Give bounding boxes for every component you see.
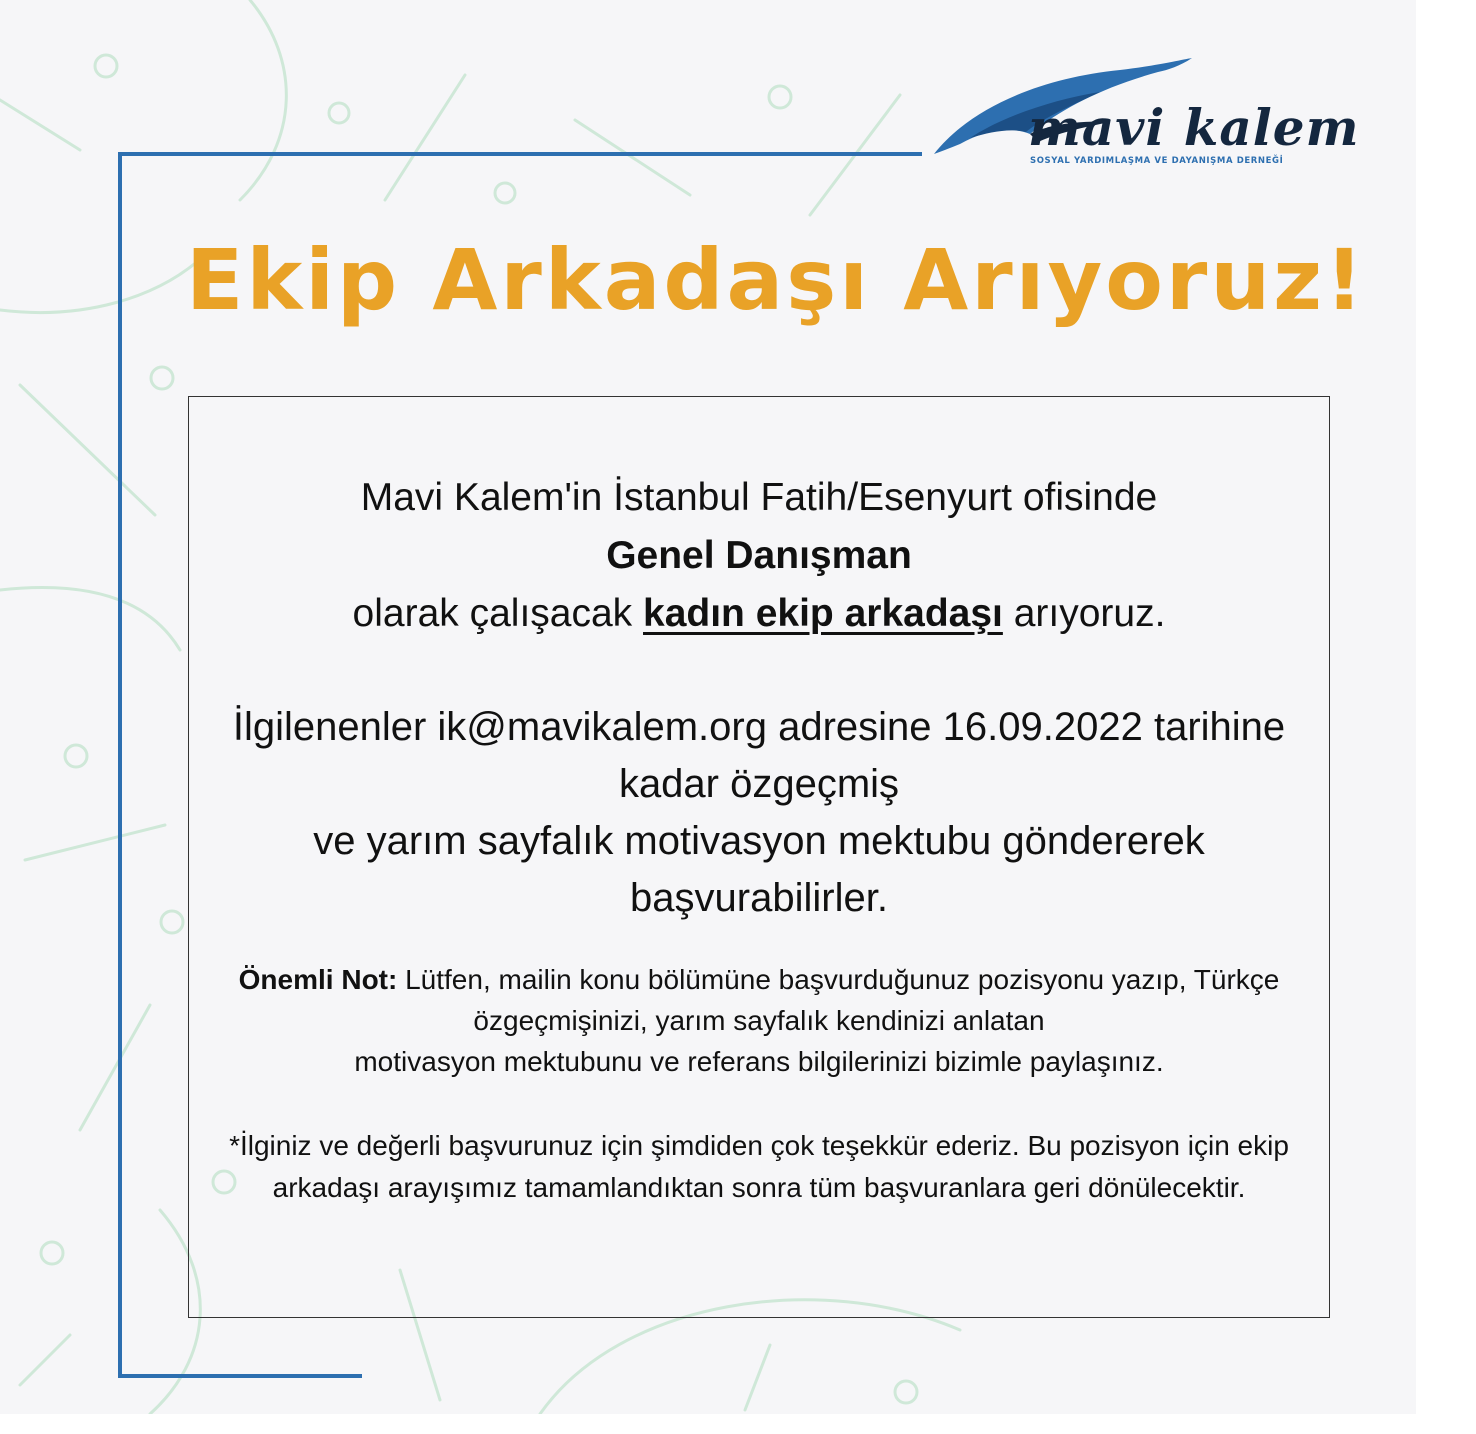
deco-circle — [495, 183, 515, 203]
deco-line — [80, 1005, 150, 1130]
apply-line-1: İlgilenenler ik@mavikalem.org adresine 16.09.2022 tarihine — [232, 705, 1286, 749]
mavi-kalem-logo — [930, 48, 1360, 178]
deco-line — [25, 825, 165, 860]
deco-circle — [769, 86, 791, 108]
deco-line — [385, 75, 465, 200]
apply-line-2: kadar özgeçmiş — [618, 762, 900, 806]
important-note — [189, 959, 1329, 1082]
application-paragraph — [189, 699, 1329, 927]
frame-top-border — [118, 152, 922, 156]
frame-left-border — [118, 152, 122, 1378]
intro-line-3-after: arıyoruz. — [1002, 592, 1166, 635]
frame-bottom-border — [118, 1374, 362, 1378]
content-box — [188, 396, 1330, 1318]
deco-line — [0, 100, 80, 150]
deco-circle — [41, 1242, 63, 1264]
thanks-line-1: *İlginiz ve değerli başvurunuz için şimdiden çok teşekkür ederiz. Bu pozisyon için ekip — [229, 1130, 1289, 1161]
note-line-1-text: Lütfen, mailin konu bölümüne başvurduğunuz pozisyonu yazıp, Türkçe — [397, 964, 1280, 995]
emphasis-text: kadın ekip arkadaşı — [643, 592, 1003, 635]
deco-line — [20, 1335, 70, 1385]
apply-line-3: ve yarım sayfalık motivasyon mektubu göndererek — [313, 819, 1205, 863]
deco-circle — [329, 103, 349, 123]
intro-line-1: Mavi Kalem'in İstanbul Fatih/Esenyurt ofisinde — [360, 476, 1158, 519]
deco-line — [575, 120, 690, 195]
note-label: Önemli Not: — [238, 964, 398, 995]
deco-line — [20, 385, 155, 515]
note-line-2: özgeçmişinizi, yarım sayfalık kendinizi anlatan — [473, 1005, 1045, 1036]
deco-line — [745, 1345, 770, 1410]
deco-arc — [240, 0, 286, 200]
intro-line-3-before: olarak çalışacak — [352, 592, 644, 635]
deco-arc — [0, 250, 210, 313]
apply-line-4: başvurabilirler. — [630, 876, 888, 920]
deco-circle — [161, 911, 183, 933]
intro-line-3 — [189, 585, 1329, 643]
logo-wordmark: mavi kalem — [1028, 98, 1360, 157]
intro-paragraph — [189, 469, 1329, 643]
deco-arc — [0, 588, 180, 651]
thanks-note — [189, 1125, 1329, 1209]
deco-circle — [95, 55, 117, 77]
deco-circle — [65, 745, 87, 767]
note-line-1 — [189, 959, 1329, 1000]
position-title: Genel Danışman — [606, 534, 912, 577]
deco-circle — [895, 1381, 917, 1403]
page-title: Ekip Arkadaşı Arıyoruz! — [186, 231, 1367, 329]
deco-circle — [151, 367, 173, 389]
thanks-line-2: arkadaşı arayışımız tamamlandıktan sonra tüm başvuranlara geri dönülecektir. — [272, 1172, 1246, 1203]
logo-tagline: SOSYAL YARDIMLAŞMA VE DAYANIŞMA DERNEĞİ — [1030, 156, 1284, 166]
note-line-3: motivasyon mektubunu ve referans bilgilerinizi bizimle paylaşınız. — [354, 1046, 1164, 1077]
